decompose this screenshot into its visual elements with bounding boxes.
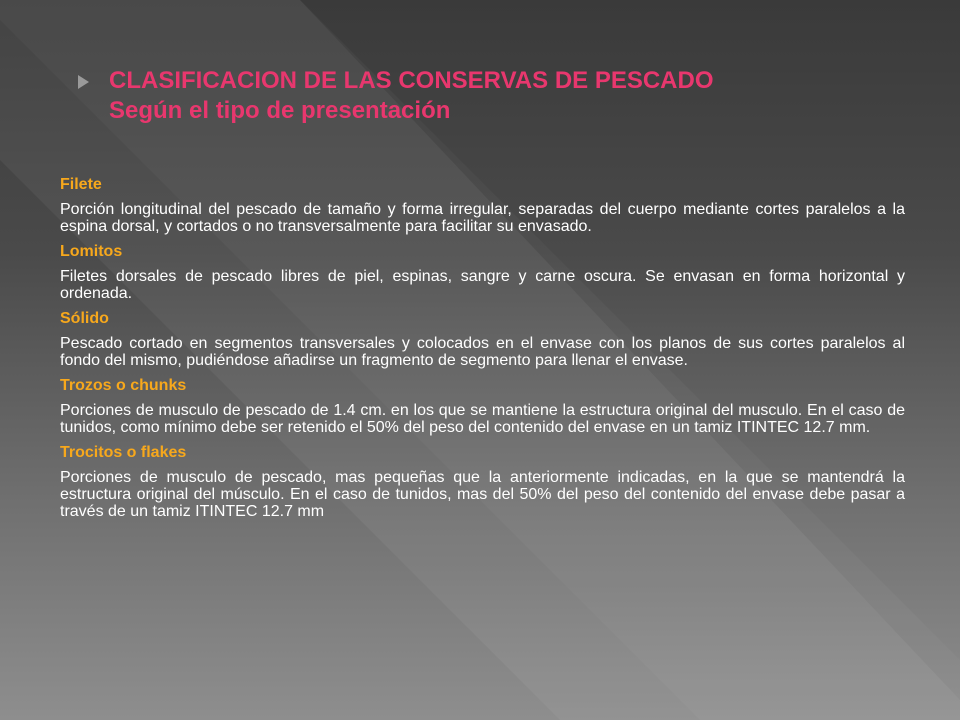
definition-text: Filetes dorsales de pescado libres de piel, espinas, sangre y carne oscura. Se envasan en forma horizontal y ordenada. [60, 268, 905, 302]
definition-text: Porciones de musculo de pescado, mas pequeñas que la anteriormente indicadas, en la que se mantendrá la estructura original del músculo. En el caso de tunidos, mas del 50% del peso del contenido del envase debe pasar a través de un tamiz ITINTEC 12.7 mm [60, 469, 905, 520]
definition-heading: Sólido [60, 310, 109, 327]
definition-text: Porciones de musculo de pescado de 1.4 cm. en los que se mantiene la estructura original del musculo. En el caso de tunidos, como mínimo debe ser retenido el 50% del peso del contenido del envase en un tamiz ITINTEC 12.7 mm. [60, 402, 905, 436]
definition-heading: Lomitos [60, 243, 123, 260]
definition-text: Porción longitudinal del pescado de tamaño y forma irregular, separadas del cuerpo mediante cortes paralelos a la espina dorsal, y cortados o no transversalmente para facilitar su envasado. [60, 201, 905, 235]
definition-heading: Trozos o chunks [60, 377, 187, 394]
definition-item-trocitos [60, 443, 905, 520]
definition-item-trozos [60, 376, 905, 436]
slide-title [109, 66, 909, 126]
content-body [60, 175, 905, 527]
title-line-2: Según el tipo de presentación [109, 97, 451, 124]
definition-item-filete [60, 175, 905, 235]
definition-heading: Filete [60, 176, 102, 193]
definition-item-solido [60, 309, 905, 369]
title-line-1: CLASIFICACION DE LAS CONSERVAS DE PESCADO [109, 67, 714, 94]
definition-text: Pescado cortado en segmentos transversales y colocados en el envase con los planos de sus cortes paralelos al fondo del mismo, pudiéndose añadirse un fragmento de segmento para llenar el envase. [60, 335, 905, 369]
definition-item-lomitos [60, 242, 905, 302]
definition-heading: Trocitos o flakes [60, 444, 187, 461]
triangle-arrow-icon [78, 75, 89, 89]
